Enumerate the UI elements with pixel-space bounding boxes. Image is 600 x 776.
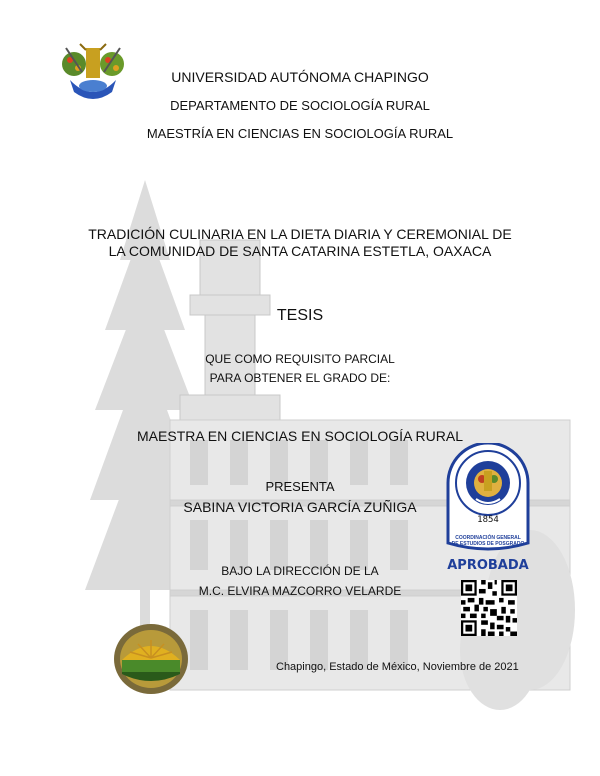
seal-year: 1854 <box>477 515 499 525</box>
qr-code-icon <box>461 580 517 636</box>
presents-label: PRESENTA <box>265 479 335 494</box>
place-and-date: Chapingo, Estado de México, Noviembre de 2021 <box>276 661 519 673</box>
seal-office-line2: DE ESTUDIOS DE POSGRADO <box>451 541 525 547</box>
document-type: TESIS <box>276 307 324 324</box>
degree-name: MAESTRA EN CIENCIAS EN SOCIOLOGÍA RURAL <box>137 428 463 444</box>
direction-label: BAJO LA DIRECCIÓN DE LA <box>221 564 379 578</box>
thesis-title-line2: LA COMUNIDAD DE SANTA CATARINA ESTETLA, OAXACA <box>108 243 492 259</box>
approval-seal <box>446 443 530 555</box>
department-name: DEPARTAMENTO DE SOCIOLOGÍA RURAL <box>170 98 430 113</box>
program-name: MAESTRÍA EN CIENCIAS EN SOCIOLOGÍA RURAL <box>146 126 454 141</box>
requirement-line1: QUE COMO REQUISITO PARCIAL <box>205 352 395 366</box>
approval-status: APROBADA <box>447 558 529 573</box>
seal-office-line1: COORDINACIÓN GENERAL <box>455 535 521 541</box>
author-name: SABINA VICTORIA GARCÍA ZUÑIGA <box>183 499 417 515</box>
sociologia-rural-emblem-icon <box>112 622 190 696</box>
university-name: UNIVERSIDAD AUTÓNOMA CHAPINGO <box>171 69 429 85</box>
director-name: M.C. ELVIRA MAZCORRO VELARDE <box>198 584 402 598</box>
requirement-line2: PARA OBTENER EL GRADO DE: <box>209 371 391 385</box>
thesis-title-line1: TRADICIÓN CULINARIA EN LA DIETA DIARIA Y CEREMONIAL DE <box>88 226 512 242</box>
